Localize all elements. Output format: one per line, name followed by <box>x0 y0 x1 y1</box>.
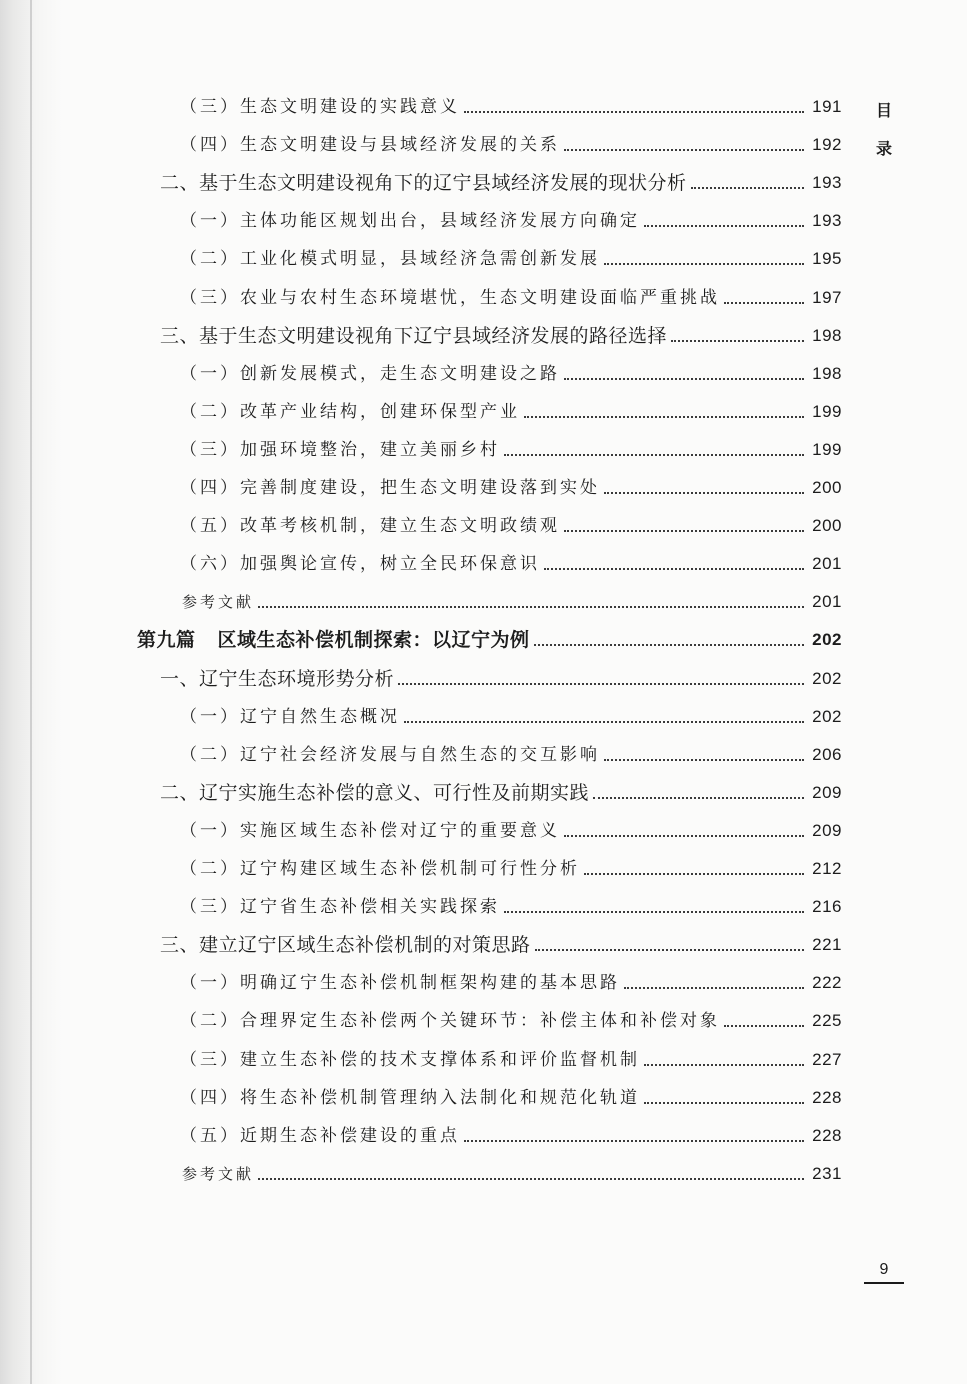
dot-leader <box>524 416 804 418</box>
dot-leader <box>644 1102 804 1104</box>
toc-page-number: 231 <box>812 1163 842 1183</box>
toc-entry[interactable] <box>180 816 842 844</box>
toc-entry-title <box>180 1047 640 1073</box>
dot-leader <box>258 1178 804 1180</box>
dot-leader <box>564 530 804 532</box>
dot-leader <box>624 987 804 989</box>
toc-page-number: 222 <box>812 973 842 993</box>
toc-page-number: 202 <box>812 630 842 650</box>
toc-entry-text: （四）生态文明建设与县域经济发展的关系 <box>180 135 560 156</box>
toc-entry-text: 二、基于生态文明建设视角下的辽宁县域经济发展的现状分析 <box>160 172 687 195</box>
toc-page-number: 193 <box>812 211 842 231</box>
dot-leader <box>604 263 804 265</box>
toc-page-number: 198 <box>812 363 842 383</box>
dot-leader <box>604 759 804 761</box>
dot-leader <box>644 225 804 227</box>
toc-page-number: 202 <box>812 706 842 726</box>
dot-leader <box>544 568 804 570</box>
toc-entry-text: （五）近期生态补偿建设的重点 <box>180 1125 460 1146</box>
toc-entry-title <box>182 589 254 615</box>
toc-entry[interactable] <box>180 1045 842 1073</box>
toc-entry-text: （一）创新发展模式，走生态文明建设之路 <box>180 363 560 384</box>
toc-entry[interactable] <box>180 92 842 120</box>
toc-entry[interactable] <box>180 283 842 311</box>
toc-entry-title <box>180 361 560 387</box>
toc-entry-title <box>180 894 500 920</box>
toc-entry-text: （三）农业与农村生态环境堪忧，生态文明建设面临严重挑战 <box>180 287 720 308</box>
toc-entry-text: （二）合理界定生态补偿两个关键环节：补偿主体和补偿对象 <box>180 1011 720 1032</box>
toc-entry-text: （一）实施区域生态补偿对辽宁的重要意义 <box>180 820 560 841</box>
toc-entry-title <box>160 666 394 692</box>
toc-entry[interactable] <box>180 968 842 996</box>
toc-page-number: 225 <box>812 1011 842 1031</box>
dot-leader <box>504 911 804 913</box>
toc-entry-title <box>180 856 580 882</box>
toc-entry[interactable] <box>180 1006 842 1034</box>
toc-entry[interactable] <box>180 549 842 577</box>
toc-page-number: 209 <box>812 782 842 802</box>
toc-page-number: 197 <box>812 287 842 307</box>
toc-entry[interactable] <box>180 511 842 539</box>
toc-entry-text: （一）主体功能区规划出台，县域经济发展方向确定 <box>180 211 640 232</box>
toc-entry[interactable] <box>160 930 842 958</box>
toc-entry-title <box>182 1161 254 1187</box>
toc-entry-text: （三）加强环境整治，建立美丽乡村 <box>180 439 500 460</box>
toc-entry-title <box>180 1123 460 1149</box>
dot-leader <box>671 340 804 342</box>
dot-leader <box>258 606 804 608</box>
toc-entry-title <box>180 246 600 272</box>
toc-entry[interactable] <box>180 473 842 501</box>
toc-page-number: 209 <box>812 820 842 840</box>
toc-entry-title <box>180 551 540 577</box>
dot-leader <box>691 187 805 189</box>
chapter-number: 第九篇 <box>137 629 196 652</box>
toc-entry[interactable] <box>180 892 842 920</box>
toc-entry[interactable] <box>180 130 842 158</box>
toc-entry-text: 区域生态补偿机制探索：以辽宁为例 <box>217 629 530 652</box>
dot-leader <box>564 835 804 837</box>
dot-leader <box>504 454 804 456</box>
toc-entry-title <box>180 208 640 234</box>
toc-entry-title <box>180 1008 720 1034</box>
toc-page-number: 201 <box>812 592 842 612</box>
toc-page-number: 191 <box>812 97 842 116</box>
toc-page-number: 228 <box>812 1125 842 1145</box>
toc-entry-title <box>180 475 600 501</box>
toc-page-number: 227 <box>812 1049 842 1069</box>
toc-chapter-entry[interactable] <box>137 625 842 653</box>
toc-page-number: 199 <box>812 439 842 459</box>
toc-entry[interactable] <box>180 854 842 882</box>
toc-page-number: 200 <box>812 516 842 536</box>
side-running-head <box>873 92 895 168</box>
dot-leader <box>593 797 804 799</box>
dot-leader <box>644 1064 804 1066</box>
toc-page-number: 199 <box>812 401 842 421</box>
toc-page-number: 206 <box>812 744 842 764</box>
toc-entry[interactable] <box>160 321 842 349</box>
toc-reference-entry[interactable] <box>182 587 842 615</box>
dot-leader <box>584 873 804 875</box>
toc-entry-text: 参考文献 <box>182 1164 255 1183</box>
toc-entry-text: （二）改革产业结构，创建环保型产业 <box>180 401 520 422</box>
toc-entry-title <box>180 513 560 539</box>
toc-page-number: 216 <box>812 897 842 917</box>
toc-entry-text: （六）加强舆论宣传，树立全民环保意识 <box>180 554 540 575</box>
toc-entry-text: 三、建立辽宁区域生态补偿机制的对策思路 <box>160 934 531 957</box>
dot-leader <box>464 111 804 113</box>
toc-entry-title <box>180 704 400 730</box>
toc-entry[interactable] <box>180 359 842 387</box>
dot-leader <box>724 302 804 304</box>
toc-page-number: 228 <box>812 1087 842 1107</box>
toc-entry-title <box>180 94 460 120</box>
toc-entry-title <box>137 627 530 653</box>
toc-entry[interactable] <box>180 1083 842 1111</box>
toc-entry[interactable] <box>160 168 842 196</box>
toc-entry-title <box>180 399 520 425</box>
toc-entry-text: （四）完善制度建设，把生态文明建设落到实处 <box>180 478 600 498</box>
toc-entry[interactable] <box>180 740 842 768</box>
toc-reference-entry[interactable] <box>182 1159 842 1187</box>
toc-entry[interactable] <box>180 435 842 463</box>
toc-page-number: 212 <box>812 859 842 878</box>
toc-entry-text: 参考文献 <box>182 593 255 612</box>
toc-entry-title <box>160 932 531 958</box>
dot-leader <box>398 683 804 685</box>
toc-entry-text: 三、基于生态文明建设视角下辽宁县域经济发展的路径选择 <box>160 324 668 347</box>
dot-leader <box>404 721 804 723</box>
toc-entry-title <box>180 818 560 844</box>
dot-leader <box>534 644 805 646</box>
toc-entry-text: 一、辽宁生态环境形势分析 <box>160 667 395 690</box>
toc-entry-title <box>180 285 720 311</box>
toc-entry[interactable] <box>180 397 842 425</box>
toc-entry-title <box>180 437 500 463</box>
toc-entry-text: （三）辽宁省生态补偿相关实践探索 <box>180 897 500 918</box>
toc-page-number: 192 <box>812 135 842 155</box>
dot-leader <box>535 949 805 951</box>
toc-entry-title <box>160 170 687 196</box>
toc-page-number: 193 <box>812 173 842 193</box>
toc-page-number: 201 <box>812 554 842 574</box>
side-label-char: 目 <box>875 101 892 120</box>
toc-entry-text: （三）建立生态补偿的技术支撑体系和评价监督机制 <box>180 1049 640 1070</box>
toc-entry[interactable] <box>180 1121 842 1149</box>
toc-entry-title <box>160 780 589 806</box>
toc-entry[interactable] <box>180 244 842 272</box>
dot-leader <box>564 378 804 380</box>
dot-leader <box>724 1025 804 1027</box>
toc-page-number: 195 <box>812 249 842 269</box>
toc-page-number: 198 <box>812 325 842 345</box>
toc-entry-text: （三）生态文明建设的实践意义 <box>180 97 460 117</box>
toc-entry-text: 二、辽宁实施生态补偿的意义、可行性及前期实践 <box>160 781 590 804</box>
toc-page-number: 202 <box>812 668 842 688</box>
toc-entry-title <box>180 132 560 158</box>
toc-entry[interactable] <box>160 664 842 692</box>
toc-entry-text: （二）工业化模式明显，县域经济急需创新发展 <box>180 249 600 270</box>
toc-entry-text: （二）辽宁社会经济发展与自然生态的交互影响 <box>180 744 600 765</box>
dot-leader <box>464 1140 804 1142</box>
toc-page-number: 221 <box>812 935 842 955</box>
toc-entry-title <box>180 1085 640 1111</box>
toc-entry[interactable] <box>180 206 842 234</box>
toc-entry-text: （二）辽宁构建区域生态补偿机制可行性分析 <box>180 859 580 879</box>
toc-entry-text: （五）改革考核机制，建立生态文明政绩观 <box>180 516 560 537</box>
toc-entry[interactable] <box>160 778 842 806</box>
dot-leader <box>604 492 804 494</box>
toc-entry-title <box>160 323 667 349</box>
dot-leader <box>564 149 804 151</box>
toc-entry-text: （一）明确辽宁生态补偿机制框架构建的基本思路 <box>180 973 620 994</box>
toc-entry-title <box>180 742 600 768</box>
toc-entry[interactable] <box>180 702 842 730</box>
side-label-char: 录 <box>875 139 892 158</box>
page-number: 9 <box>864 1261 904 1284</box>
toc-entry-text: （一）辽宁自然生态概况 <box>180 706 400 727</box>
toc-entry-title <box>180 970 620 996</box>
toc-entry-text: （四）将生态补偿机制管理纳入法制化和规范化轨道 <box>180 1087 640 1108</box>
toc-page-number: 200 <box>812 478 842 497</box>
